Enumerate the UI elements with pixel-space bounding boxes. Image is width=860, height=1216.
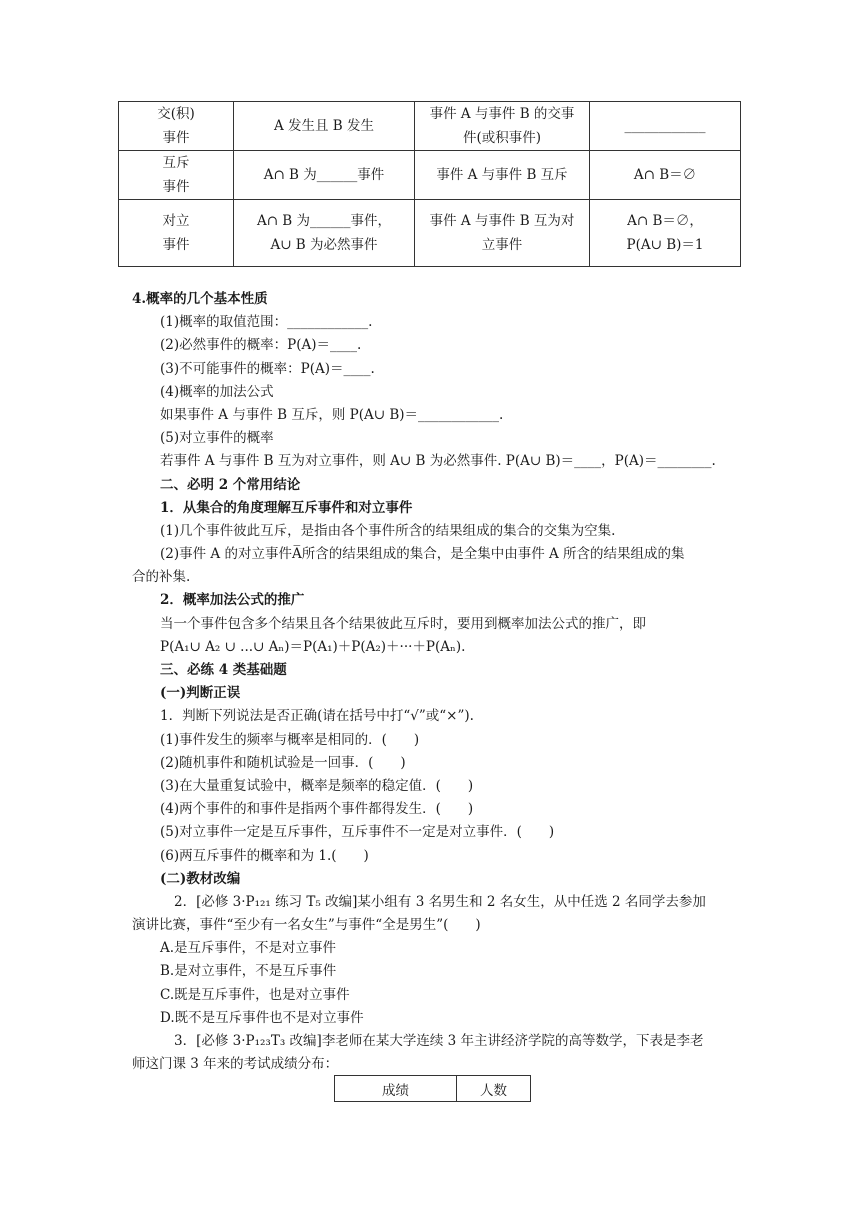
text-line: 当一个事件包含多个结果且各个结果彼此互斥时，要用到概率加法公式的推广，即 [160, 615, 646, 632]
text-line: (4)概率的加法公式 [160, 383, 274, 400]
table-cell: A∩ B＝∅ [590, 151, 741, 200]
question-line: 3．[必修 3·P₁₂₃T₃ 改编]李老师在某大学连续 3 年主讲经济学院的高等数学，下表是李老 [174, 1033, 704, 1049]
table-cell: 事件 A 与事件 B 互为对 立事件 [415, 200, 590, 267]
text-line: (4)两个事件的和事件是指两个事件都得发生．( ) [160, 801, 474, 818]
text-line: (2)事件 A 的对立事件A̅所含的结果组成的集合，是全集中由事件 A 所含的结果组成的集 [160, 546, 685, 563]
table-row [119, 200, 741, 267]
option-a: A.是互斥事件，不是对立事件 [160, 940, 337, 957]
question-line: 2．[必修 3·P₁₂₁ 练习 T₅ 改编]某小组有 3 名男生和 2 名女生，从中任选 2 名同学去参加 [174, 893, 706, 910]
table-cell: A 发生且 B 发生 [234, 102, 415, 151]
table-cell: A∩ B＝∅， P(A∪ B)＝1 [590, 200, 741, 267]
table-row [119, 151, 741, 200]
text-line: 若事件 A 与事件 B 互为对立事件，则 A∪ B 为必然事件. P(A∪ B)＝____，P(A)＝________. [160, 453, 716, 470]
section-heading: 三、必练 4 类基础题 [160, 662, 287, 678]
table-row [335, 1076, 531, 1102]
option-d: D.既不是互斥事件也不是对立事件 [160, 1009, 364, 1026]
question-line: 师这门课 3 年来的考试成绩分布： [132, 1056, 339, 1073]
table-cell: 对立 事件 [119, 200, 234, 267]
event-relation-table [118, 101, 741, 267]
text-line: (1)概率的取值范围：____________. [160, 314, 373, 331]
table-cell: A∩ B 为______事件 [234, 151, 415, 200]
option-b: B.是对立事件，不是互斥事件 [160, 963, 337, 980]
section-heading: 4.概率的几个基本性质 [132, 291, 268, 307]
subsection-heading: (一)判断正误 [160, 685, 241, 702]
table-cell: ____________ [590, 102, 741, 151]
table-cell: 事件 A 与事件 B 的交事 件(或积事件) [415, 102, 590, 151]
subsection-heading: 2．概率加法公式的推广 [160, 592, 305, 609]
text-line: (2)随机事件和随机试验是一回事．( ) [160, 754, 406, 771]
count-header-cell: 人数 [457, 1076, 531, 1102]
text-line: (1)事件发生的频率与概率是相同的．( ) [160, 731, 420, 748]
score-header-cell: 成绩 [335, 1076, 457, 1102]
text-line: (2)必然事件的概率：P(A)＝____. [160, 337, 362, 354]
option-c: C.既是互斥事件，也是对立事件 [160, 986, 350, 1003]
table-cell: 互斥 事件 [119, 151, 234, 200]
table-cell: A∩ B 为______事件， A∪ B 为必然事件 [234, 200, 415, 267]
formula-line: P(A₁∪ A₂ ∪ ...∪ Aₙ)＝P(A₁)＋P(A₂)＋···＋P(Aₙ). [160, 638, 466, 655]
subsection-heading: (二)教材改编 [160, 870, 241, 887]
text-line: 如果事件 A 与事件 B 互斥，则 P(A∪ B)＝____________. [160, 406, 504, 423]
text-line: 合的补集. [132, 569, 191, 586]
table-cell: 交(积) 事件 [119, 102, 234, 151]
score-table [334, 1075, 531, 1102]
question-line: 演讲比赛，事件“至少有一名女生”与事件“全是男生”( ) [132, 917, 481, 934]
text-line: (1)几个事件彼此互斥，是指由各个事件所含的结果组成的集合的交集为空集. [160, 522, 616, 539]
text-line: (5)对立事件一定是互斥事件，互斥事件不一定是对立事件．( ) [160, 824, 555, 841]
table-row [119, 102, 741, 151]
table-cell: 事件 A 与事件 B 互斥 [415, 151, 590, 200]
text-line: (3)在大量重复试验中，概率是频率的稳定值．( ) [160, 777, 474, 794]
text-line: (6)两互斥事件的概率和为 1.( ) [160, 847, 369, 864]
question-line: 1．判断下列说法是否正确(请在括号中打“√”或“×”). [160, 708, 474, 725]
text-line: (3)不可能事件的概率：P(A)＝____. [160, 360, 375, 377]
body-text [132, 288, 740, 1076]
subsection-heading: 1．从集合的角度理解互斥事件和对立事件 [160, 499, 413, 516]
text-line: (5)对立事件的概率 [160, 430, 274, 447]
section-heading: 二、必明 2 个常用结论 [160, 476, 301, 493]
